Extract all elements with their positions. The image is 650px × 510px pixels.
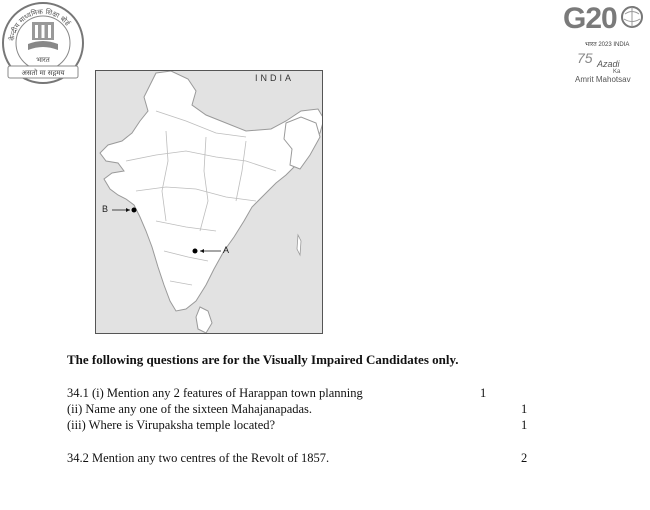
marks-34-1-i: 1 [480,386,487,400]
marks-34-2: 2 [521,451,528,465]
question-34-1-iii: (iii) Where is Virupaksha temple located? [67,418,276,432]
azadi-line3: Amrit Mahotsav [575,75,631,84]
logo-text-bottom: असतो मा सद्गमय [21,69,65,77]
marks-34-1-ii: 1 [521,402,528,416]
question-34-2: 34.2 Mention any two centres of the Revolt of 1857. [67,451,330,465]
azadi-text [575,59,631,84]
azadi-line1: Azadi [597,59,620,69]
india-outline-map [96,71,323,334]
g20-subtext: भारत 2023 INDIA [585,42,630,48]
question-34-1-i: 34.1 (i) Mention any 2 features of Harappan town planning [67,386,363,400]
map-title: INDIA [255,73,295,83]
question-34-1-ii: (ii) Name any one of the sixteen Mahajanapadas. [67,402,313,416]
india-map [95,70,323,334]
g20-azadi-logo [555,0,650,92]
cbse-logo [0,0,86,86]
azadi-number: 75 [577,50,593,66]
logo-text-top: केन्द्रीय माध्यमिक शिक्षा बोर्ड [8,7,72,42]
globe-icon [621,6,643,28]
marker-a-dot [193,249,198,254]
marker-b-dot [132,208,137,213]
section-heading: The following questions are for the Visually Impaired Candidates only. [67,352,459,367]
marker-b-label: B [102,204,109,214]
g20-logo-text: G20 [563,2,617,35]
marks-34-1-iii: 1 [521,418,528,432]
logo-text-center: भारत [36,56,50,64]
cbse-emblem-icon [0,0,86,86]
marker-a-label: A [223,245,230,255]
azadi-line2: Ka [613,69,621,75]
